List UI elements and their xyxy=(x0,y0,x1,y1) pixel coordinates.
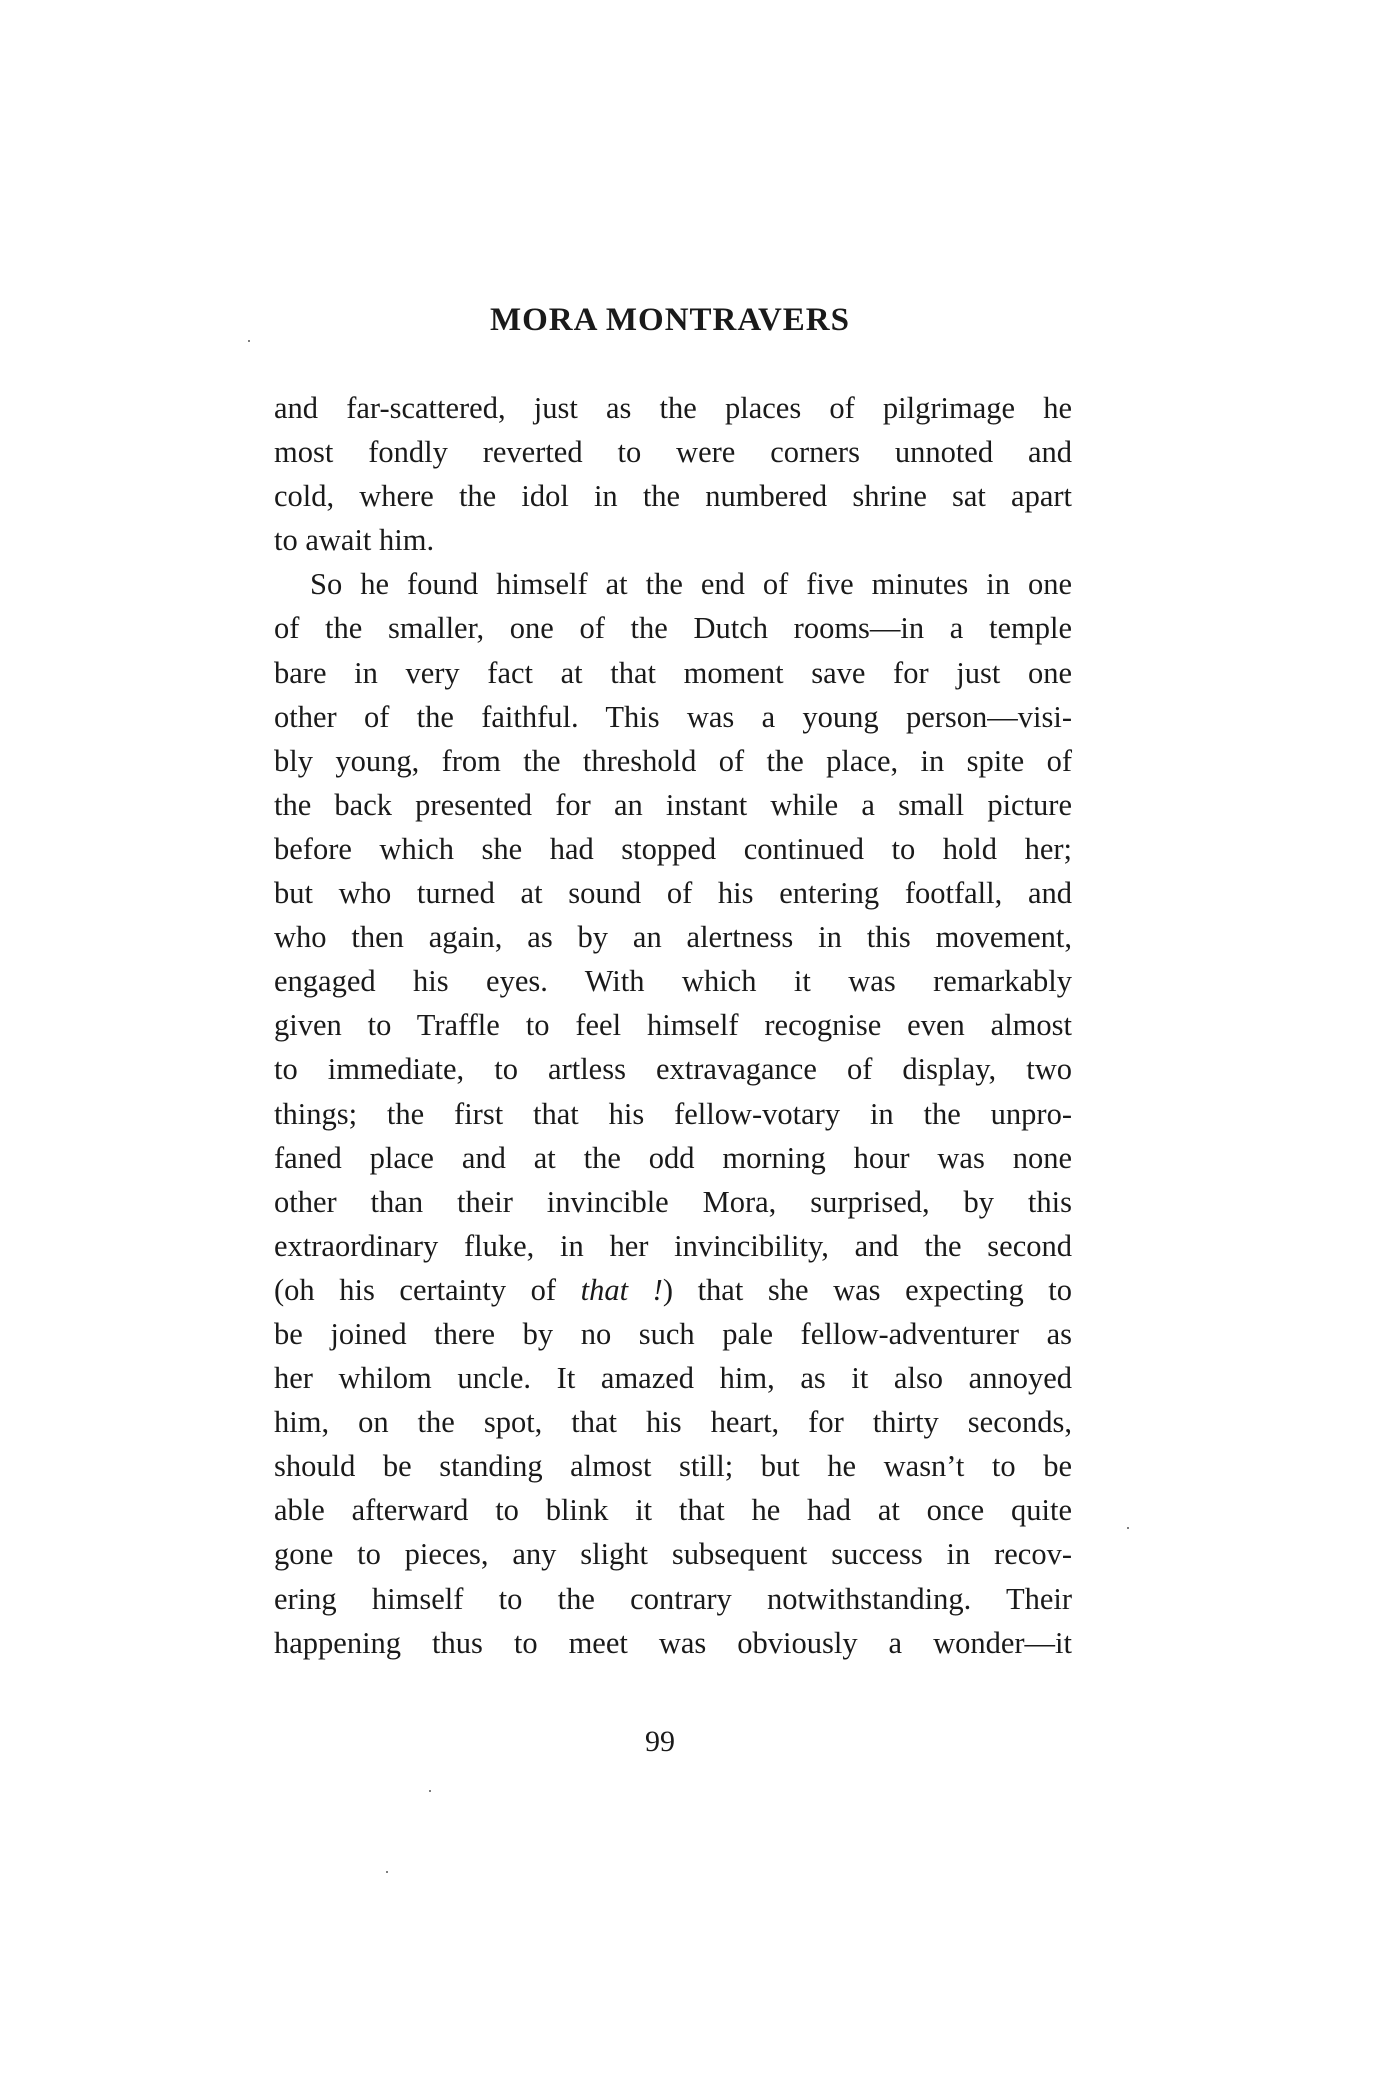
print-speck xyxy=(248,340,250,342)
italic-emphasis: that ! xyxy=(580,1272,663,1307)
print-speck xyxy=(386,1871,388,1873)
text-line: who then again, as by an alertness in this movement, xyxy=(274,920,1072,955)
text-line: most fondly reverted to were corners unnoted and xyxy=(274,435,1072,470)
page-number: 99 xyxy=(645,1725,675,1758)
text-line: should be standing almost still; but he wasn’t to be xyxy=(274,1449,1072,1484)
text-line: happening thus to meet was obviously a wonder—it xyxy=(274,1625,1072,1660)
text-line: to immediate, to artless extravagance of display, two xyxy=(274,1052,1072,1087)
print-speck xyxy=(429,1790,431,1792)
text-line: other than their invincible Mora, surprised, by this xyxy=(274,1184,1072,1219)
print-speck xyxy=(1127,1527,1129,1529)
text-fragment: ) that she was expecting to xyxy=(662,1272,1072,1307)
text-line: gone to pieces, any slight subsequent success in recov- xyxy=(274,1537,1072,1572)
text-line: engaged his eyes. With which it was remarkably xyxy=(274,964,1072,999)
text-line: faned place and at the odd morning hour was none xyxy=(274,1140,1072,1175)
body-text xyxy=(274,386,1072,1665)
text-line: bly young, from the threshold of the place, in spite of xyxy=(274,743,1072,778)
text-line: extraordinary fluke, in her invincibility, and the second xyxy=(274,1228,1072,1263)
text-line: things; the first that his fellow-votary in the unpro- xyxy=(274,1096,1072,1131)
text-line: and far-scattered, just as the places of pilgrimage he xyxy=(274,391,1072,425)
running-head: MORA MONTRAVERS xyxy=(489,302,850,338)
text-line: So he found himself at the end of five minutes in one xyxy=(310,567,1072,602)
text-line: cold, where the idol in the numbered shrine sat apart xyxy=(274,479,1072,514)
text-line: to await him. xyxy=(274,523,435,558)
text-line: bare in very fact at that moment save for just one xyxy=(274,655,1072,690)
text-line: able afterward to blink it that he had at once quite xyxy=(274,1493,1072,1528)
text-line: given to Traffle to feel himself recognise even almost xyxy=(274,1008,1072,1043)
text-fragment: (oh his certainty of xyxy=(274,1272,581,1307)
text-line: before which she had stopped continued to hold her; xyxy=(274,831,1072,866)
text-line-with-italic xyxy=(274,1268,1072,1312)
text-line: him, on the spot, that his heart, for thirty seconds, xyxy=(274,1405,1072,1440)
text-line: of the smaller, one of the Dutch rooms—in a temple xyxy=(274,611,1072,646)
text-line: other of the faithful. This was a young person—visi- xyxy=(274,699,1072,734)
text-line: but who turned at sound of his entering footfall, and xyxy=(274,876,1072,911)
text-line: her whilom uncle. It amazed him, as it also annoyed xyxy=(274,1361,1072,1396)
text-line: the back presented for an instant while a small picture xyxy=(274,787,1072,822)
text-line: ering himself to the contrary notwithstanding. Their xyxy=(274,1581,1072,1616)
text-line: be joined there by no such pale fellow-adventurer as xyxy=(274,1316,1072,1351)
